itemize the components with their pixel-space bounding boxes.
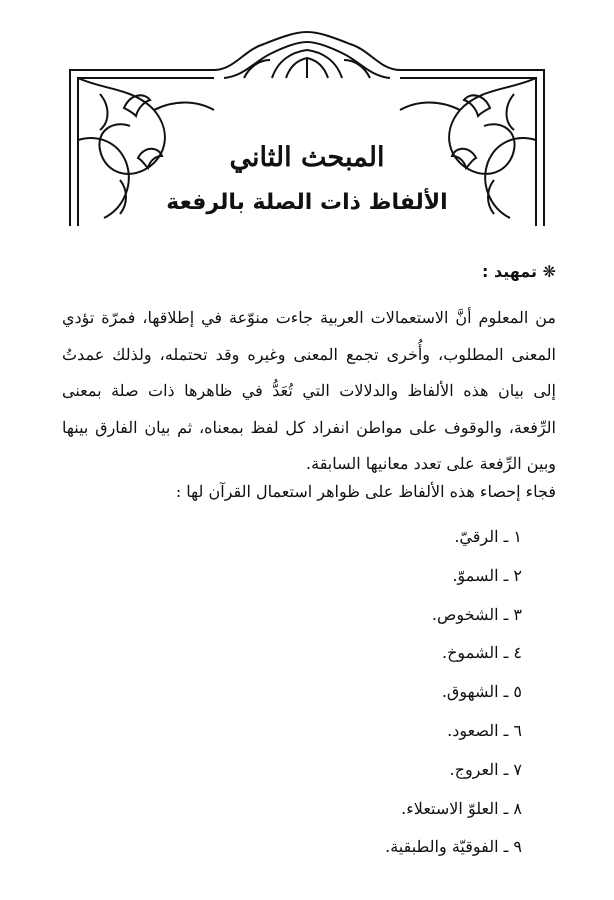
intro-paragraph: من المعلوم أنَّ الاستعمالات العربية جاءت منوّعة في إطلاقها، فمرّة تؤدي المعنى المطلوب، وأُخرى تجمع المعنى وغيره وقد تحتمله، ولذلك عمدتُ إلى بيان هذه الألفاظ والدلالات التي تُعَدُّ في ظاهرها ذات صلة بمعنى الرِّفعة، والوقوف على مواطن انفراد كل لفظ بمعناه، ثم بيان الفارق بينها وبين الرِّفعة على تعدد معانيها السابقة.	[62, 308, 556, 473]
list-item: ٣ ـ الشخوص.	[431, 604, 522, 624]
list-item: ٨ ـ العلوّ الاستعلاء.	[401, 798, 522, 818]
intro-label: ❋ تمهيد :	[481, 262, 556, 281]
section-heading: المبحث الثاني	[229, 142, 385, 173]
list-item: ٥ ـ الشهوق.	[441, 682, 522, 702]
section-title: الألفاظ ذات الصلة بالرفعة	[166, 190, 448, 215]
list-item: ٧ ـ العروج.	[449, 759, 522, 779]
list-item: ١ ـ الرقيّ.	[454, 527, 522, 546]
words-list	[385, 518, 522, 867]
list-lead: فجاء إحصاء هذه الألفاظ على ظواهر استعمال القرآن لها :	[175, 482, 556, 501]
list-item: ٦ ـ الصعود.	[447, 720, 522, 740]
list-item: ٢ ـ السموّ.	[452, 565, 522, 585]
list-item: ٤ ـ الشموخ.	[442, 643, 522, 663]
list-item: ٩ ـ الفوقيّة والطبقية.	[385, 837, 522, 857]
